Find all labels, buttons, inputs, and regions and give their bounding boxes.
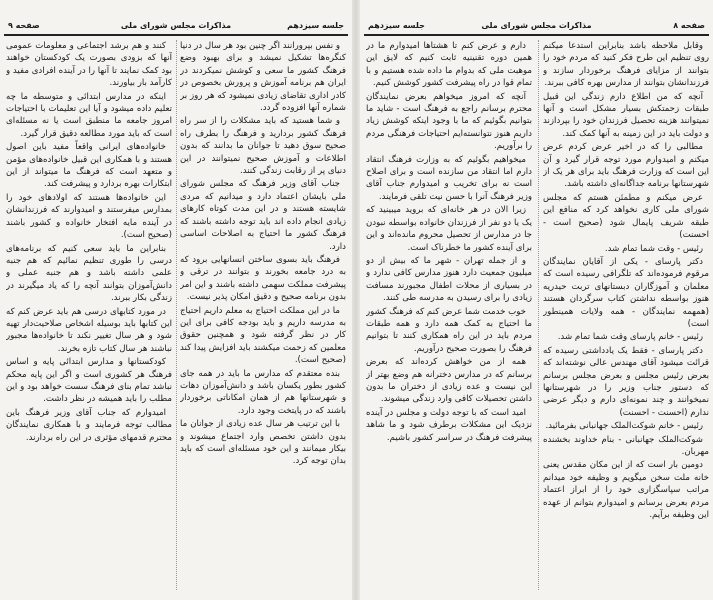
page-number: صفحه ۹ [8, 21, 40, 30]
paragraph: در مورد کتابهای درسی هم باید عرض کنم که این کتابها باید بوسیله اشخاص صلاحیت‌دار تهیه شود و هر سال تغییر نکند تا خانواده‌ها مجبور نباشند هر سال کتاب تازه بخرند. [6, 306, 172, 354]
page-header [4, 21, 348, 36]
header-title: مذاکرات مجلس شورای ملی [120, 21, 232, 30]
paragraph: امید است که با توجه دولت و مجلس در آینده نزدیک این مشکلات برطرف شود و ما شاهد پیشرفت فرهنگ در سراسر کشور باشیم. [366, 407, 532, 443]
text-column-right [180, 40, 346, 595]
paragraph: آنچه که من اطلاع دارم زندگی این قبیل طبقات زحمتکش بسیار مشکل است و آنها نمیتوانند هزینه تحصیل فرزندان خود را بپردازند و دولت باید در این زمینه به آنها کمک کند. [543, 91, 709, 139]
session-label: جلسه سیزدهم [287, 21, 344, 30]
speaker-paragraph: شوکت‌الملک جهانبانی - بنام خداوند بخشنده مهربان. [543, 434, 709, 457]
speaker-paragraph: رئیس - خانم پارسای وقت شما تمام شد. [557, 332, 703, 343]
paragraph: و نفس بپرورانند اگر چنین بود هر سال در دنیا کنگره‌ها تشکیل نمیشد و برای بهبود وضع فرهنگ کشور ما سعی و کوشش نمیکردند در ایران هم برنامه آموزش و پرورش بخصوص در کادر اداری تقاضای زیادی نمیشود که هر روز بر شماره آنها افزوده گردد. [180, 41, 346, 114]
page-header [364, 21, 709, 36]
paragraph: و شما هستید که باید مشکلات را از سر راه فرهنگ کشور بردارید و فرهنگ را بطرف راه صحیح سوق دهید تا جوانان ما بدانند که بدون اطلاعات و آموزش صحیح نمیتوانند در این دنیای پر از رقابت زندگی کنند. [180, 116, 346, 177]
paragraph: کنند و هم برشد اجتماعی و معلومات عمومی آنها که بزودی بصورت یک کودکستان خواهند بود کمک نمایند تا آنها را در آینده افرادی مفید و کارآمد بار بیاورند. [6, 41, 172, 89]
page-number: صفحه ۸ [673, 21, 705, 30]
paragraph: وقابل ملاحظه باشد بنابراین استدعا میکنم روی تنظیم این طرح فکر کنید که مردم خود را بتوانند از مزایای فرهنگ برخوردار سازند و فرزندانشان بتوانند از مدارس بهره کافی ببرند. [543, 41, 709, 89]
paragraph: فرهنگ باید بسوی ساختن انسانهایی برود که به درد جامعه بخورند و بتوانند در ترقی و پیشرفت مملکت سهمی داشته باشند و این امر بدون برنامه صحیح و دقیق امکان پذیر نیست. [180, 254, 346, 303]
text-column-left [6, 40, 172, 595]
right-page [360, 0, 713, 600]
left-page [0, 0, 352, 600]
paragraph: امیدوارم که جناب آقای وزیر فرهنگ باین مطالب توجه فرمایند و با همکاری نمایندگان محترم قدمهای مؤثری در این راه بردارند. [6, 407, 172, 443]
speaker-paragraph: رئیس - وقت شما تمام شد. [604, 243, 703, 254]
text-column-right [543, 40, 709, 595]
paragraph: اینکه در مدارس ابتدائی و متوسطه ما چه تعلیم داده میشود و آیا این تعلیمات با احتیاجات امروز جامعه ما منطبق است یا نه مسئله‌ای است که باید مورد مطالعه دقیق قرار گیرد. [6, 91, 172, 139]
paragraph: و از جمله تهران - شهر ما که بیش از دو میلیون جمعیت دارد هنوز مدارس کافی ندارد و در بسیاری از محلات اطفال مجبورند مسافت زیادی را برای رسیدن به مدرسه طی کنند. [366, 255, 532, 304]
paragraph: با این ترتیب هر سال عده زیادی از جوانان ما بدون داشتن تخصص وارد اجتماع میشوند و بیکار میمانند و این خود مسئله‌ای است که باید بدان توجه کرد. [180, 419, 346, 467]
book-gutter [352, 0, 360, 600]
paragraph: زیرا الان در هر خانه‌ای که بروید میبینید که یک یا دو نفر از فرزندان خانواده بواسطه نبودن جا در مدارس از تحصیل محروم مانده‌اند و این برای آینده کشور ما خطرناک است. [366, 205, 532, 253]
paragraph: بنابراین ما باید سعی کنیم که برنامه‌های درسی را طوری تنظیم نمائیم که هم جنبه علمی داشته باشد و هم جنبه عملی و دانش‌آموزان بتوانند آنچه را که یاد میگیرند در زندگی بکار ببرند. [6, 243, 172, 304]
text-column-left [366, 40, 532, 595]
paragraph: کودکستانها و مدارس ابتدائی پایه و اساس فرهنگ هر کشوری است و اگر این پایه محکم نباشد تمام بنای فرهنگ سست خواهد بود و این مطلب را باید همیشه در نظر داشت. [6, 357, 172, 405]
header-title: مذاکرات مجلس شورای ملی [481, 21, 592, 30]
paragraph: دارم و عرض کنم تا هشتاها امیدوارم ما در همین دوره تقنینیه ثابت کنیم که لایق این موهبت ملی که بدوام ما داده شده هستیم و با تمام قوا در راه پیشرفت کشور کوشش کنیم. [366, 41, 532, 89]
column-divider [176, 40, 177, 590]
paragraph: خانواده‌های ایرانی واقعاً مفید باین اصول هستند و با همکاری این قبیل خانواده‌های مؤمن و متعهد است که فرهنگ ما میتواند از این ابتکارات بهره بردارد و پیشرفت کند. [6, 142, 172, 190]
column-divider [538, 40, 539, 590]
session-label: جلسه سیزدهم [368, 21, 425, 30]
paragraph: آنچه که امروز میخواهم بعرض نمایندگان محترم برسانم راجع به فرهنگ است - شاید ما بتوانیم بگوئیم که ما با وجود اینکه کوشش زیاد داریم هنوز نتوانسته‌ایم احتیاجات فرهنگی مردم را برآوریم. [366, 91, 532, 152]
speaker-paragraph: رئیس - خانم شوکت‌الملک جهانبانی بفرمائید. [545, 421, 703, 432]
speaker-paragraph: دکتر پارسای - فقط یک یادداشتی رسیده که قرائت میشود آقای مهندس عالی نوشته‌اند که بعرض رئیس مجلس و بعرض مجلس برسانم که دستور جناب وزیر را در شهرستانها نمیخوانند و چند نمونه‌ای دارم و دیگر عرضی ندارم (احسنت - احسنت) [543, 345, 709, 418]
paragraph: این خانواده‌ها هستند که اولادهای خود را بمدارس میفرستند و امیدوارند که فرزندانشان در آینده مایه افتخار خانواده و کشور باشند (صحیح است). [6, 192, 172, 241]
paragraph: همه از من خواهش کرده‌اند که بعرض برسانم که در مدارس دخترانه هم وضع بهتر از این نیست و عده زیادی از دختران ما بدون داشتن تحصیلات کافی وارد زندگی میشوند. [366, 357, 532, 405]
paragraph: مطالبی را که در اخیر عرض کردم عرض میکنم و امیدوارم مورد توجه قرار گیرد و آن این است که وزارت فرهنگ باید برای هر یک از شهرستانها برنامه جداگانه‌ای داشته باشد. [543, 142, 709, 190]
paragraph: ما در این مملکت احتیاج به معلم داریم احتیاج به مدرسه داریم و باید بودجه کافی برای این کار در نظر گرفته شود و همچنین حقوق معلمین که زحمت میکشند باید افزایش پیدا کند (صحیح است). [180, 305, 346, 366]
paragraph: بنده معتقدم که مدارس ما باید در همه جای کشور بطور یکسان باشد و دانش‌آموزان دهات و شهرستانها هم از همان امکاناتی برخوردار باشند که در پایتخت وجود دارد. [180, 368, 346, 416]
paragraph: جناب آقای وزیر فرهنگ که مجلس شورای ملی بایشان اعتماد دارد و میدانیم که مردی شایسته هستند و در این مدت کوتاه کارهای زیادی انجام داده اند باید توجه داشته باشند که فرهنگ کشور ما احتیاج به اصلاحات اساسی دارد. [180, 179, 346, 252]
paragraph: میخواهیم بگوئیم که به وزارت فرهنگ انتقاد دارم اما انتقاد من سازنده است و برای اصلاح است نه برای تخریب و امیدوارم جناب آقای وزیر فرهنگ آنرا با حسن نیت تلقی فرمایند. [366, 154, 532, 202]
paragraph: دومین بار است که از این مکان مقدس یعنی خانه ملت سخن میگویم و وظیفه خود میدانم مراتب سپاسگزاری خود را از ابراز اعتماد مردم بعرض برسانم و امیدوارم بتوانم از عهده این وظیفه برآیم. [543, 460, 709, 521]
paragraph: خوب خدمت شما عرض کنم که فرهنگ کشور ما احتیاج به کمک همه دارد و همه طبقات مردم باید در این راه همکاری کنند تا بتوانیم فرهنگ را بصورت صحیح درآوریم. [366, 306, 532, 354]
paragraph: عرض میکنم و مطمئن هستم که مجلس شورای ملی کاری نخواهد کرد که منافع این طبقه شریف پایمال شود (صحیح است - احسنت) [543, 192, 709, 241]
speaker-paragraph: دکتر پارسای - یکی از آقایان نمایندگان مرقوم فرموده‌اند که تلگرافی رسیده است که معلمان و آموزگاران دبستانهای تربت حیدریه هنوز بواسطه نداشتن کتاب سرگردان هستند (همهمه نمایندگان - همه ولایات همینطور است) [543, 256, 709, 329]
